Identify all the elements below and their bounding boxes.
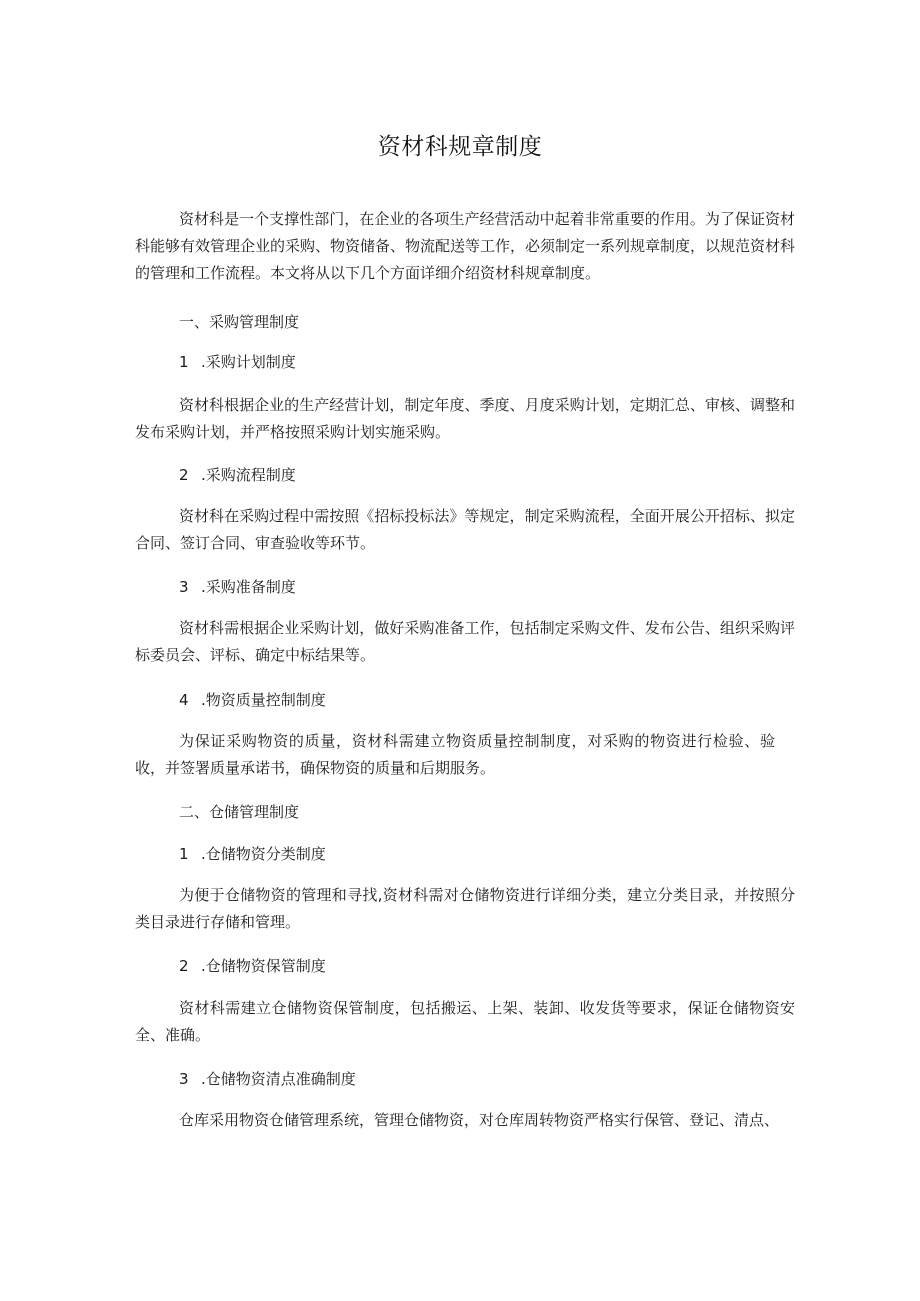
subsection-paragraph: 资材科在采购过程中需按照《招标投标法》等规定，制定采购流程，全面开展公开招标、拟定合同、签订合同、审查验收等环节。 (135, 507, 795, 552)
subsection-number: 1 (179, 845, 189, 863)
subsection-paragraph: 资材科需根据企业采购计划，做好采购准备工作，包括制定采购文件、发布公告、组织采购评标委员会、评标、确定中标结果等。 (135, 619, 795, 664)
subsection-number: 4 (179, 691, 189, 709)
subsection-heading (135, 349, 839, 376)
subsection-title: .采购流程制度 (201, 466, 296, 484)
subsection-paragraph: 为保证采购物资的质量，资材科需建立物资质量控制制度，对采购的物资进行检验、验收，并签署质量承诺书，确保物资的质量和后期服务。 (135, 732, 775, 777)
subsection-title: .仓储物资清点准确制度 (201, 1070, 356, 1088)
subsection-title: .仓储物资保管制度 (201, 957, 326, 975)
section-heading-warehousing: 二、仓储管理制度 (179, 803, 300, 821)
subsection-number: 3 (179, 578, 189, 596)
subsection-number: 3 (179, 1070, 189, 1088)
subsection-heading (135, 841, 839, 868)
subsection-paragraph: 仓库采用物资仓储管理系统，管理仓储物资，对仓库周转物资严格实行保管、登记、清点、 (179, 1111, 780, 1129)
subsection-number: 2 (179, 957, 189, 975)
subsection-title: .仓储物资分类制度 (201, 845, 326, 863)
page-title: 资材科规章制度 (377, 134, 543, 160)
subsection-heading (135, 1066, 839, 1093)
subsection-paragraph: 资材科根据企业的生产经营计划，制定年度、季度、月度采购计划，定期汇总、审核、调整和发布采购计划，并严格按照采购计划实施采购。 (135, 396, 795, 441)
intro-paragraph: 资材科是一个支撑性部门，在企业的各项生产经营活动中起着非常重要的作用。为了保证资材科能够有效管理企业的采购、物资储备、物流配送等工作，必须制定一系列规章制度，以规范资材科的管理和工作流程。本文将从以下几个方面详细介绍资材科规章制度。 (135, 210, 796, 282)
subsection-title: .采购准备制度 (201, 578, 296, 596)
subsection-title: .物资质量控制制度 (201, 691, 326, 709)
section-heading-purchasing: 一、采购管理制度 (179, 313, 300, 331)
subsection-heading (135, 687, 839, 714)
subsection-paragraph: 资材科需建立仓储物资保管制度，包括搬运、上架、装卸、收发货等要求，保证仓储物资安全、准确。 (135, 999, 795, 1044)
subsection-heading (135, 574, 839, 601)
subsection-number: 2 (179, 466, 189, 484)
subsection-heading (135, 953, 839, 980)
subsection-heading (135, 462, 839, 489)
subsection-number: 1 (179, 353, 189, 371)
subsection-paragraph: 为便于仓储物资的管理和寻找,资材科需对仓储物资进行详细分类，建立分类目录，并按照分类目录进行存储和管理。 (135, 886, 795, 931)
subsection-title: .采购计划制度 (201, 353, 296, 371)
